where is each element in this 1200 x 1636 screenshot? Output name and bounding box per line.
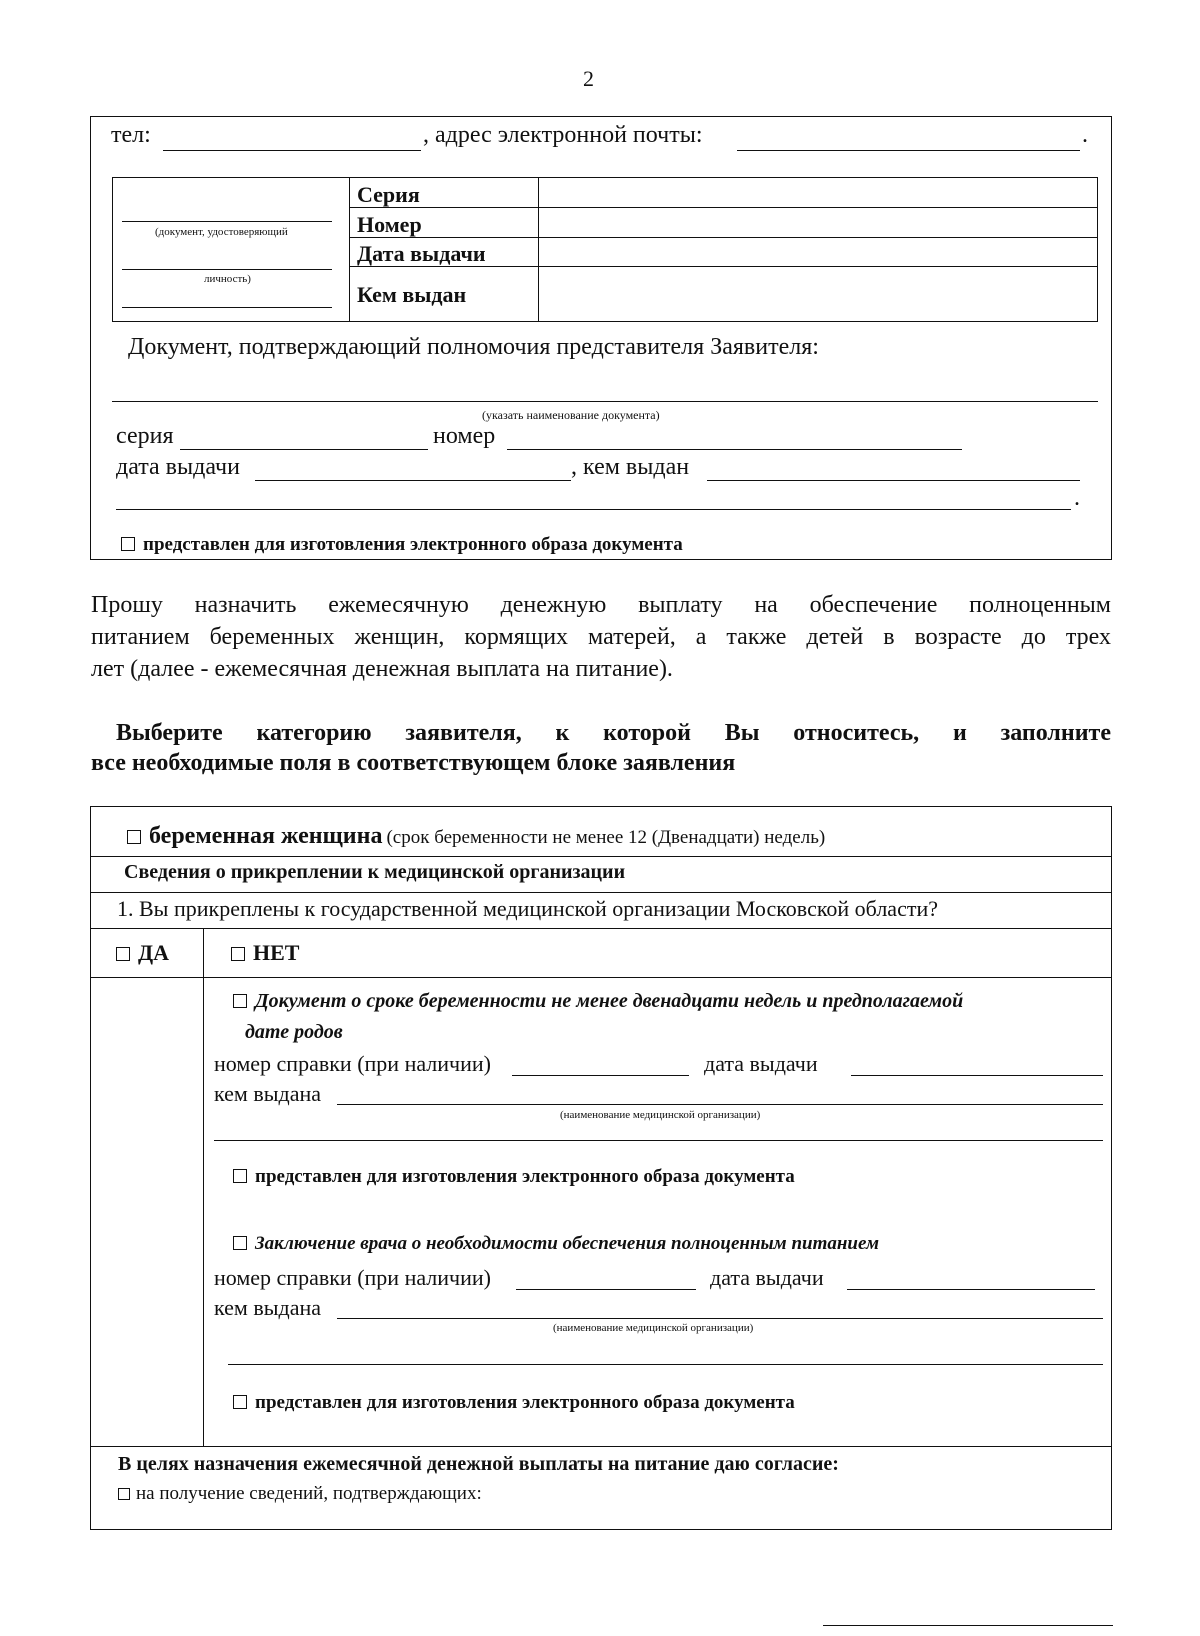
doc1-electronic-checkbox[interactable] — [233, 1169, 247, 1183]
id-document-type-field[interactable] — [122, 221, 332, 222]
request-line-2: питанием беременных женщин, кормящих матерей, а также детей в возрасте до трех — [91, 624, 1111, 650]
pregnant-category-option[interactable] — [127, 823, 825, 850]
doc2-electronic-option[interactable] — [233, 1392, 795, 1414]
page-number: 2 — [583, 66, 594, 91]
doc2-org-caption: (наименование медицинской организации) — [553, 1322, 754, 1334]
id-issued-by-input[interactable] — [540, 268, 1096, 320]
id-number-label: Номер — [357, 212, 422, 237]
rep-series-label: серия — [116, 423, 174, 449]
id-document-type-field-2[interactable] — [122, 269, 332, 270]
doc2-cert-field[interactable] — [516, 1289, 696, 1290]
doc1-title-line-1: Документ о сроке беременности не менее двенадцати недель и предполагаемой — [255, 990, 964, 1012]
rep-line-end: . — [1074, 485, 1080, 511]
pregnant-category-title: беременная женщина — [149, 823, 383, 849]
medical-attachment-question: 1. Вы прикреплены к государственной медицинской организации Московской области? — [117, 896, 938, 921]
rep-electronic-copy-checkbox[interactable] — [121, 537, 135, 551]
medical-attachment-header: Сведения о прикреплении к медицинской организации — [124, 861, 626, 883]
answer-no-option[interactable] — [231, 940, 299, 966]
request-line-1: Прошу назначить ежемесячную денежную выплату на обеспечение полноценным — [91, 592, 1111, 618]
doc1-checkbox[interactable] — [233, 994, 247, 1008]
doc2-option[interactable] — [233, 1233, 879, 1255]
doc1-title-line-2: дате родов — [245, 1021, 343, 1043]
doc2-cert-label: номер справки (при наличии) — [214, 1265, 491, 1290]
doc2-electronic-checkbox[interactable] — [233, 1395, 247, 1409]
rep-series-field[interactable] — [180, 449, 428, 450]
doc1-option[interactable] — [233, 990, 963, 1013]
rep-issue-date-label: дата выдачи — [116, 454, 240, 480]
doc1-electronic-label: представлен для изготовления электронного образа документа — [255, 1166, 795, 1187]
pregnant-category-checkbox[interactable] — [127, 830, 141, 844]
doc1-issued-field-2[interactable] — [214, 1140, 1103, 1141]
consent-option-1[interactable] — [118, 1483, 482, 1505]
answer-yes-checkbox[interactable] — [116, 947, 130, 961]
rep-issued-by-field[interactable] — [707, 480, 1080, 481]
answer-yes-label: ДА — [138, 940, 170, 965]
doc2-checkbox[interactable] — [233, 1236, 247, 1250]
id-number-input[interactable] — [540, 209, 1096, 236]
rep-number-label: номер — [433, 423, 496, 449]
category-prompt-line-1: Выберите категорию заявителя, к которой Вы относитесь, и заполните — [116, 720, 1111, 746]
email-end: . — [1082, 122, 1088, 148]
rep-issue-date-field[interactable] — [255, 480, 571, 481]
doc2-issued-field-2[interactable] — [228, 1364, 1103, 1365]
doc2-date-label: дата выдачи — [710, 1265, 824, 1290]
answer-no-label: НЕТ — [253, 940, 300, 965]
doc1-date-label: дата выдачи — [704, 1051, 818, 1076]
doc2-issued-label: кем выдана — [214, 1295, 321, 1320]
pregnant-category-note: (срок беременности не менее 12 (Двенадцати) недель) — [386, 827, 826, 848]
doc1-cert-label: номер справки (при наличии) — [214, 1051, 491, 1076]
doc1-issued-label: кем выдана — [214, 1081, 321, 1106]
consent-checkbox-1[interactable] — [118, 1488, 130, 1500]
category-prompt-line-2: все необходимые поля в соответствующем блоке заявления — [91, 750, 736, 776]
id-issued-by-label: Кем выдан — [357, 282, 467, 307]
doc2-title: Заключение врача о необходимости обеспечения полноценным питанием — [255, 1233, 879, 1254]
rep-number-field[interactable] — [507, 449, 962, 450]
id-document-type-field-3[interactable] — [122, 307, 332, 308]
answer-yes-option[interactable] — [116, 940, 169, 966]
doc1-electronic-option[interactable] — [233, 1166, 795, 1188]
id-issue-date-input[interactable] — [540, 239, 1096, 265]
representative-doc-name-field[interactable] — [112, 401, 1098, 402]
id-series-label: Серия — [357, 182, 420, 207]
doc1-issued-field[interactable] — [337, 1104, 1103, 1105]
rep-issued-by-label: , кем выдан — [571, 454, 690, 480]
representative-doc-caption: (указать наименование документа) — [482, 408, 660, 422]
phone-field[interactable] — [163, 150, 421, 151]
doc1-org-caption: (наименование медицинской организации) — [560, 1109, 761, 1121]
doc1-cert-field[interactable] — [512, 1075, 689, 1076]
id-document-caption: (документ, удостоверяющий — [155, 226, 288, 238]
rep-extra-field[interactable] — [116, 509, 1071, 510]
rep-electronic-copy-option[interactable] — [121, 534, 683, 556]
phone-label: тел: — [111, 122, 151, 148]
consent-item-1-label: на получение сведений, подтверждающих: — [136, 1483, 482, 1504]
request-line-3: лет (далее - ежемесячная денежная выплата на питание). — [91, 656, 673, 682]
answer-no-checkbox[interactable] — [231, 947, 245, 961]
footer-line — [823, 1625, 1113, 1626]
email-label: , адрес электронной почты: — [423, 122, 703, 148]
representative-heading: Документ, подтверждающий полномочия представителя Заявителя: — [128, 334, 819, 360]
email-field[interactable] — [737, 150, 1080, 151]
id-document-caption-2: личность) — [204, 273, 251, 285]
doc2-issued-field[interactable] — [337, 1318, 1103, 1319]
rep-electronic-copy-label: представлен для изготовления электронного образа документа — [143, 534, 683, 555]
doc1-date-field[interactable] — [851, 1075, 1103, 1076]
id-series-input[interactable] — [540, 179, 1096, 206]
doc2-electronic-label: представлен для изготовления электронного образа документа — [255, 1392, 795, 1413]
consent-header: В целях назначения ежемесячной денежной выплаты на питание даю согласие: — [118, 1453, 839, 1475]
id-issue-date-label: Дата выдачи — [357, 241, 486, 266]
doc2-date-field[interactable] — [847, 1289, 1095, 1290]
